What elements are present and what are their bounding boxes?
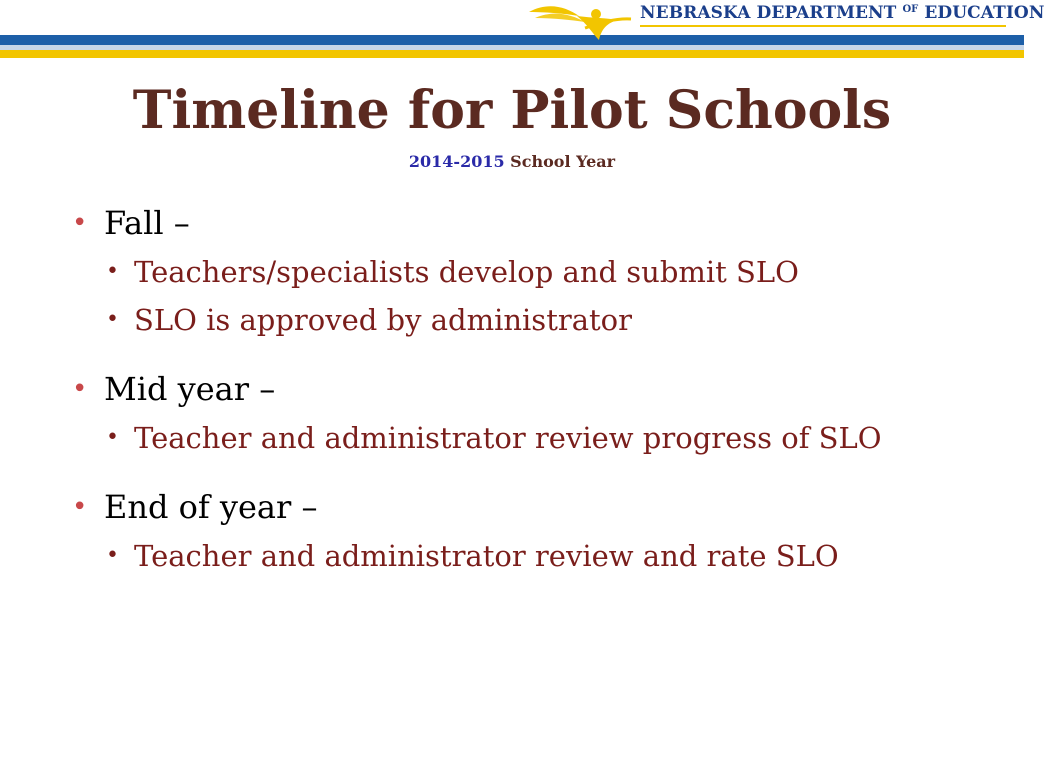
list-item: • Teachers/specialists develop and submit SLO bbox=[72, 248, 1002, 296]
bullet-icon: • bbox=[106, 307, 119, 332]
header-stripe-gold bbox=[0, 50, 1024, 58]
slide-subtitle bbox=[0, 152, 1024, 171]
section-heading-end-of-year: • End of year – bbox=[72, 482, 1002, 532]
bullet-icon: • bbox=[106, 543, 119, 568]
org-name: NEBRASKA DEPARTMENT $^{OF}$ EDUCATION bbox=[640, 3, 1044, 23]
subtitle-years: 2014-2015 bbox=[408, 152, 505, 171]
bullet-icon: • bbox=[72, 208, 88, 238]
bullet-icon: • bbox=[72, 374, 88, 404]
nde-swoosh-logo-icon bbox=[527, 0, 633, 42]
bullet-icon: • bbox=[106, 425, 119, 450]
section-heading-mid-year: • Mid year – bbox=[72, 364, 1002, 414]
bullet-list bbox=[72, 192, 1002, 580]
list-item: • Teacher and administrator review and rate SLO bbox=[72, 532, 1002, 580]
header-stripe-blue bbox=[0, 35, 1024, 45]
list-item: • Teacher and administrator review progress of SLO bbox=[72, 414, 1002, 462]
list-item: • SLO is approved by administrator bbox=[72, 296, 1002, 344]
section-heading-fall: • Fall – bbox=[72, 198, 1002, 248]
slide-title: Timeline for Pilot Schools bbox=[132, 80, 892, 141]
bullet-icon: • bbox=[72, 492, 88, 522]
bullet-icon: • bbox=[106, 259, 119, 284]
header-banner bbox=[0, 0, 1044, 60]
subtitle-text: School Year bbox=[510, 152, 616, 171]
org-name-underline bbox=[640, 25, 1006, 27]
